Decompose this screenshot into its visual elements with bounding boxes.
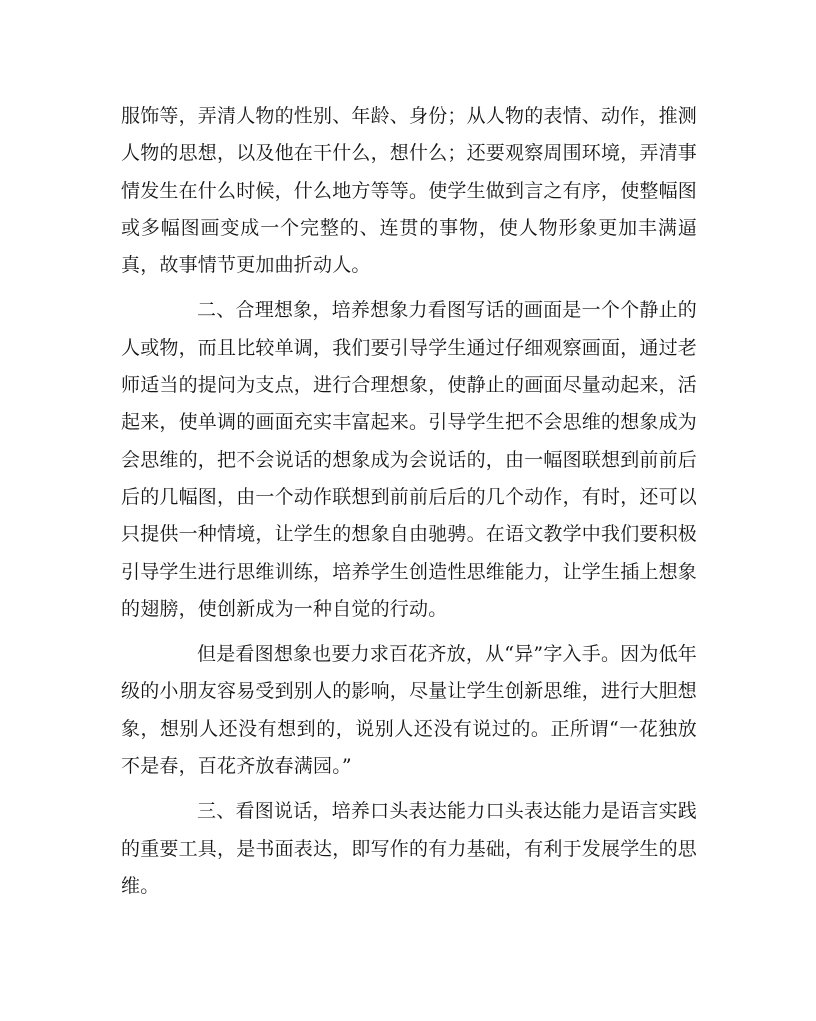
paragraph-diversity: 但是看图想象也要力求百花齐放，从“异”字入手。因为低年级的小朋友容易受到别人的影响，尽量让学生创新思维，进行大胆想象，想别人还没有想到的，说别人还没有说过的。正所谓“一花独放不是春，百花齐放春满园。”: [121, 643, 698, 778]
paragraph-imagination: 二、合理想象，培养想象力看图写话的画面是一个个静止的人或物，而且比较单调，我们要引导学生通过仔细观察画面，通过老师适当的提问为支点，进行合理想象，使静止的画面尽量动起来，活起来，使单调的画面充实丰富起来。引导学生把不会思维的想象成为会思维的，把不会说话的想象成为会说话的，由一幅图联想到前前后后的几幅图，由一个动作联想到前前后后的几个动作，有时，还可以只提供一种情境，让学生的想象自由驰骋。在语文教学中我们要积极引导学生进行思维训练，培养学生创造性思维能力，让学生插上想象的翅膀，使创新成为一种自觉的行动。: [121, 299, 698, 620]
body-text: [121, 98, 697, 905]
paragraph-continuation: 服饰等，弄清人物的性别、年龄、身份；从人物的表情、动作，推测人物的思想，以及他在干什么，想什么；还要观察周围环境，弄清事情发生在什么时候，什么地方等等。使学生做到言之有序，使整幅图或多幅图画变成一个完整的、连贯的事物，使人物形象更加丰满逼真，故事情节更加曲折动人。: [121, 105, 698, 277]
paragraph-speaking: 三、看图说话，培养口头表达能力口头表达能力是语言实践的重要工具，是书面表达，即写作的有力基础，有利于发展学生的思维。: [121, 800, 698, 897]
